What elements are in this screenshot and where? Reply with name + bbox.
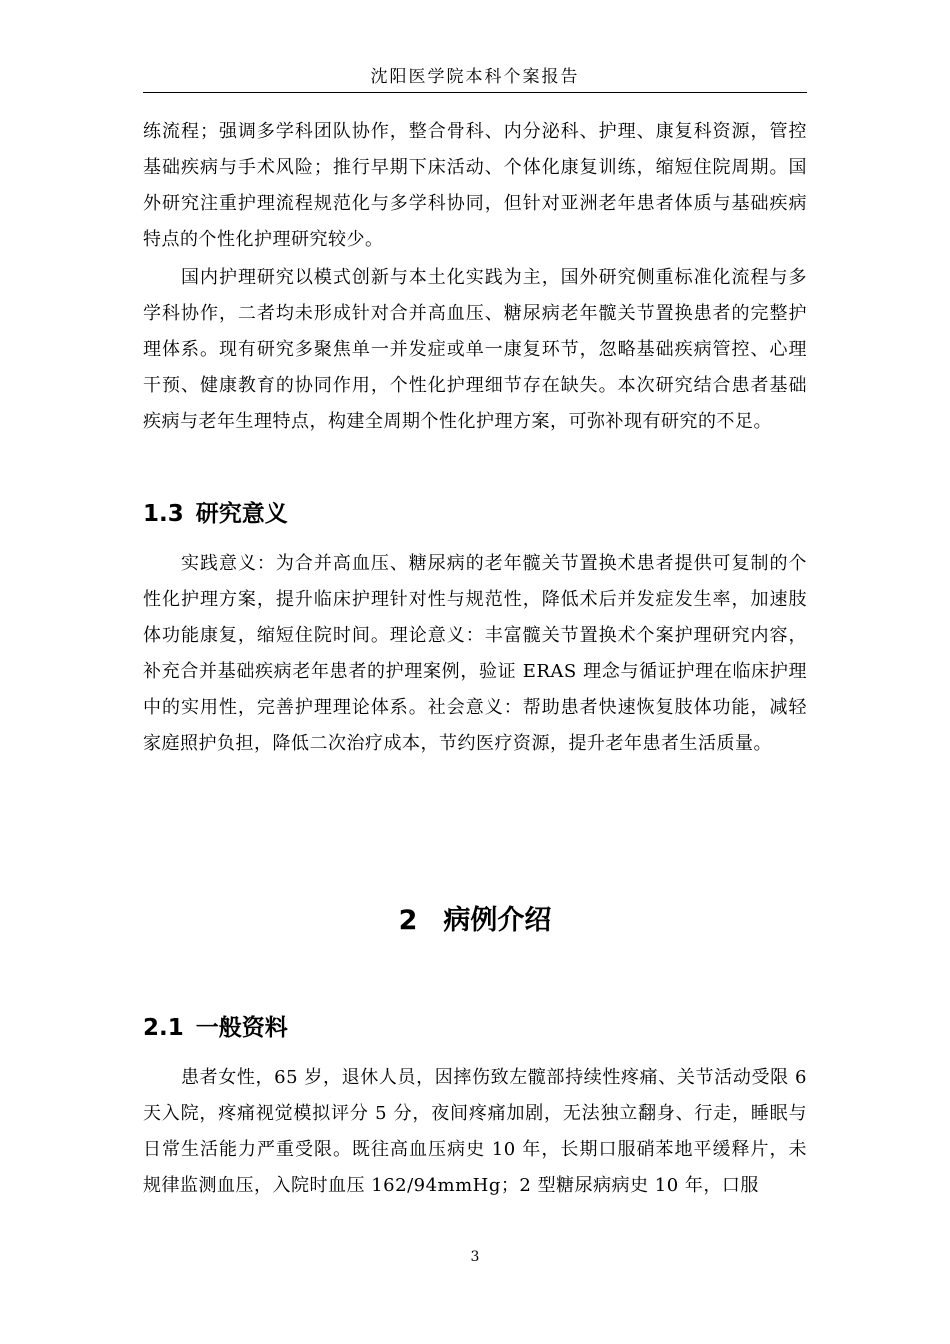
section-number: 1.3 <box>143 501 184 527</box>
section-title: 一般资料 <box>195 1015 288 1041</box>
section-heading-2-1 <box>143 1010 288 1046</box>
chapter-title: 病例介绍 <box>443 905 552 936</box>
chapter-number: 2 <box>398 905 418 936</box>
page-header: 沈阳医学院本科个案报告 <box>143 62 807 93</box>
section-title: 研究意义 <box>195 501 288 527</box>
page-number: 3 <box>470 1249 480 1265</box>
paragraph-research-significance: 实践意义：为合并高血压、糖尿病的老年髋关节置换术患者提供可复制的个性化护理方案，提升临床护理针对性与规范性，降低术后并发症发生率，加速肢体功能康复，缩短住院时间。理论意义：丰富髋关节置换术个案护理研究内容，补充合并基础疾病老年患者的护理案例，验证 ERAS 理念与循证护理在临床护理中的实用性，完善护理理论体系。社会意义：帮助患者快速恢复肢体功能，减轻家庭照护负担，降低二次治疗成本，节约医疗资源，提升老年患者生活质量。 <box>143 553 807 754</box>
paragraph-research-summary: 国内护理研究以模式创新与本土化实践为主，国外研究侧重标准化流程与多学科协作，二者均未形成针对合并高血压、糖尿病老年髋关节置换患者的完整护理体系。现有研究多聚焦单一并发症或单一康复环节，忽略基础疾病管控、心理干预、健康教育的协同作用，个性化护理细节存在缺失。本次研究结合患者基础疾病与老年生理特点，构建全周期个性化护理方案，可弥补现有研究的不足。 <box>143 267 807 432</box>
chapter-heading-2 <box>143 901 807 941</box>
section-heading-1-3 <box>143 496 288 532</box>
paragraph-foreign-research: 练流程；强调多学科团队协作，整合骨科、内分泌科、护理、康复科资源，管控基础疾病与手术风险；推行早期下床活动、个体化康复训练，缩短住院周期。国外研究注重护理流程规范化与多学科协同，但针对亚洲老年患者体质与基础疾病特点的个性化护理研究较少。 <box>143 121 807 250</box>
section-number: 2.1 <box>143 1015 184 1041</box>
paragraph-general-info: 患者女性，65 岁，退休人员，因摔伤致左髋部持续性疼痛、关节活动受限 6 天入院，疼痛视觉模拟评分 5 分，夜间疼痛加剧，无法独立翻身、行走，睡眠与日常生活能力严重受限。既往高血压病史 10 年，长期口服硝苯地平缓释片，未规律监测血压，入院时血压 162/94mmHg；2 型糖尿病病史 10 年，口服 <box>143 1067 807 1196</box>
